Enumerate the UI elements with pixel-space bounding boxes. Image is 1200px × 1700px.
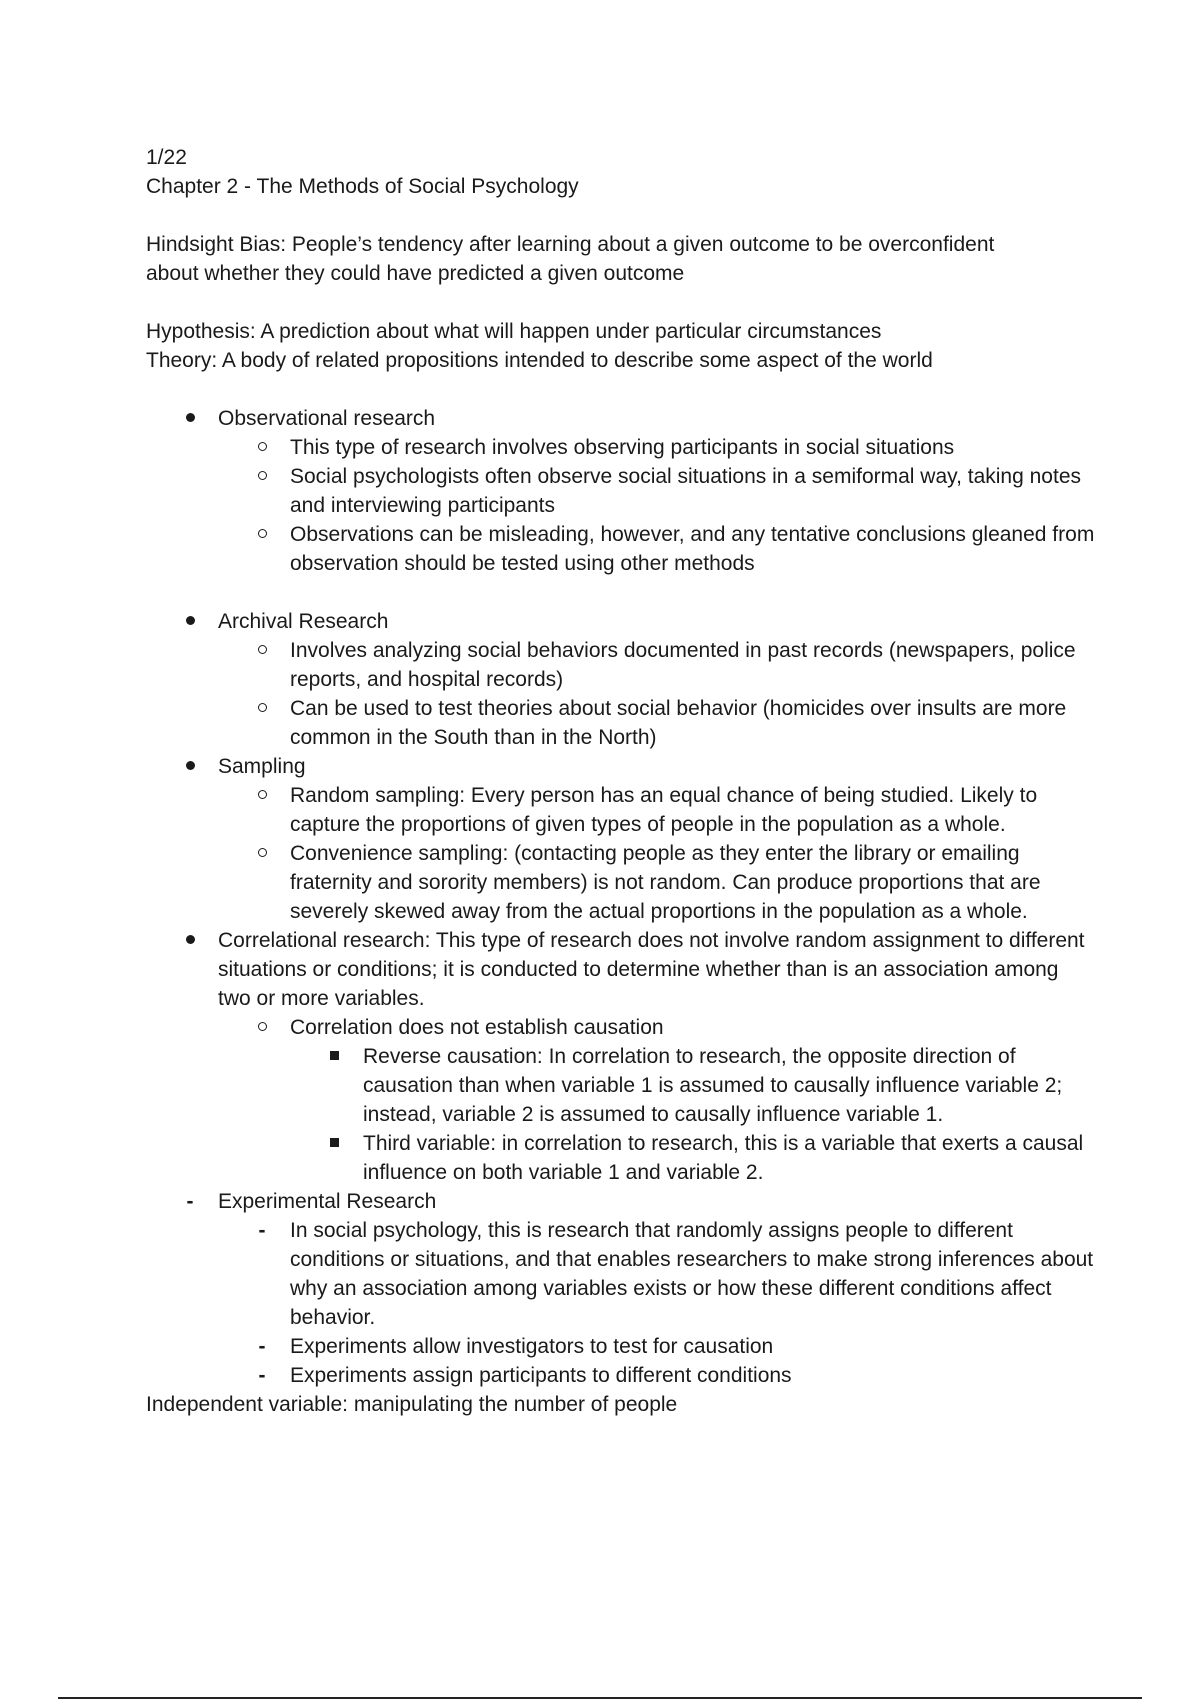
- dash-bullet-icon: -: [186, 1190, 194, 1213]
- list-item: [146, 433, 1096, 462]
- circle-bullet-icon: [252, 839, 272, 868]
- point-text: Convenience sampling: (contacting people as they enter the library or emailing fraternity and sorority members) is not random. Can produce proportions that are severely skewed away from the actual proportions in the population as a whole.: [290, 842, 1041, 923]
- archival-points: [146, 636, 1096, 752]
- observational-points: [146, 433, 1096, 578]
- archival-title: Archival Research: [218, 610, 389, 633]
- list-item: [146, 781, 1096, 839]
- independent-variable-note: Independent variable: manipulating the number of people: [146, 1393, 678, 1416]
- experimental-points: [146, 1216, 1096, 1390]
- sampling-points: [146, 781, 1096, 926]
- page-bottom-divider: [58, 1697, 1142, 1699]
- circle-bullet-icon: [252, 781, 272, 810]
- list-item: [146, 926, 1096, 1013]
- point-text: Can be used to test theories about social behavior (homicides over insults are more common in the South than in the North): [290, 697, 1067, 749]
- dash-bullet-icon: -: [258, 1335, 266, 1358]
- dash-bullet-icon: -: [258, 1364, 266, 1387]
- list-item: [146, 520, 1096, 578]
- notes-page: [146, 143, 1096, 1419]
- circle-bullet-icon: [252, 520, 272, 549]
- circle-bullet-icon: [252, 433, 272, 462]
- circle-bullet-icon: [252, 694, 272, 723]
- point-text: Experiments assign participants to different conditions: [290, 1364, 792, 1387]
- circle-bullet-icon: [252, 636, 272, 665]
- bullet-icon: [180, 404, 200, 433]
- list-item: [146, 752, 1096, 781]
- list-item: [146, 1361, 1096, 1390]
- list-item: [146, 607, 1096, 636]
- point-text: Social psychologists often observe social situations in a semiformal way, taking notes and interviewing participants: [290, 465, 1081, 517]
- list-item: [146, 1216, 1096, 1332]
- point-text: Observations can be misleading, however, and any tentative conclusions gleaned from observation should be tested using other methods: [290, 523, 1095, 575]
- observational-title: Observational research: [218, 407, 436, 430]
- point-text: This type of research involves observing participants in social situations: [290, 436, 955, 459]
- list-item: [146, 1042, 1096, 1129]
- list-item: [146, 462, 1096, 520]
- archival-list: [146, 607, 1096, 636]
- list-item: [146, 1187, 1096, 1216]
- list-item: [146, 1129, 1096, 1187]
- list-item: [146, 839, 1096, 926]
- point-text: Experiments allow investigators to test for causation: [290, 1335, 774, 1358]
- circle-bullet-icon: [252, 1013, 272, 1042]
- list-item: [146, 404, 1096, 433]
- correlational-title: Correlational research: This type of research does not involve random assignment to different situations or conditions; it is conducted to determine whether than is an association among two or more variables.: [218, 929, 1085, 1010]
- list-item: [146, 1013, 1096, 1042]
- point-text: Reverse causation: In correlation to research, the opposite direction of causation than when variable 1 is assumed to causally influence variable 2; instead, variable 2 is assumed to causally influence variable 1.: [363, 1045, 1063, 1126]
- bullet-icon: [180, 926, 200, 955]
- theory-definition: Theory: A body of related propositions intended to describe some aspect of the world: [146, 349, 933, 372]
- hindsight-bias-line2: about whether they could have predicted a given outcome: [146, 262, 685, 285]
- chapter-title: Chapter 2 - The Methods of Social Psychology: [146, 175, 579, 198]
- dash-bullet-icon: -: [258, 1219, 266, 1242]
- observational-list: [146, 404, 1096, 433]
- point-text: Third variable: in correlation to research, this is a variable that exerts a causal influence on both variable 1 and variable 2.: [363, 1132, 1084, 1184]
- correlational-list: [146, 926, 1096, 1013]
- point-text: Involves analyzing social behaviors documented in past records (newspapers, police reports, and hospital records): [290, 639, 1076, 691]
- list-item: [146, 1332, 1096, 1361]
- list-item: [146, 694, 1096, 752]
- square-bullet-icon: [324, 1129, 344, 1158]
- sampling-list: [146, 752, 1096, 781]
- hypothesis-definition: Hypothesis: A prediction about what will happen under particular circumstances: [146, 320, 882, 343]
- point-text: Random sampling: Every person has an equal chance of being studied. Likely to capture the proportions of given types of people in the population as a whole.: [290, 784, 1038, 836]
- list-item: [146, 636, 1096, 694]
- square-bullet-icon: [324, 1042, 344, 1071]
- correlational-subpoints: [146, 1042, 1096, 1187]
- circle-bullet-icon: [252, 462, 272, 491]
- correlational-sub: [146, 1013, 1096, 1042]
- bullet-icon: [180, 607, 200, 636]
- date-line: 1/22: [146, 146, 187, 169]
- point-text: Correlation does not establish causation: [290, 1016, 664, 1039]
- sampling-title: Sampling: [218, 755, 306, 778]
- experimental-list: [146, 1187, 1096, 1216]
- hindsight-bias-line1: Hindsight Bias: People’s tendency after learning about a given outcome to be overconfident: [146, 233, 995, 256]
- point-text: In social psychology, this is research that randomly assigns people to different conditions or situations, and that enables researchers to make strong inferences about why an association among variables exists or how these different conditions affect behavior.: [290, 1219, 1094, 1329]
- bullet-icon: [180, 752, 200, 781]
- experimental-title: Experimental Research: [218, 1190, 437, 1213]
